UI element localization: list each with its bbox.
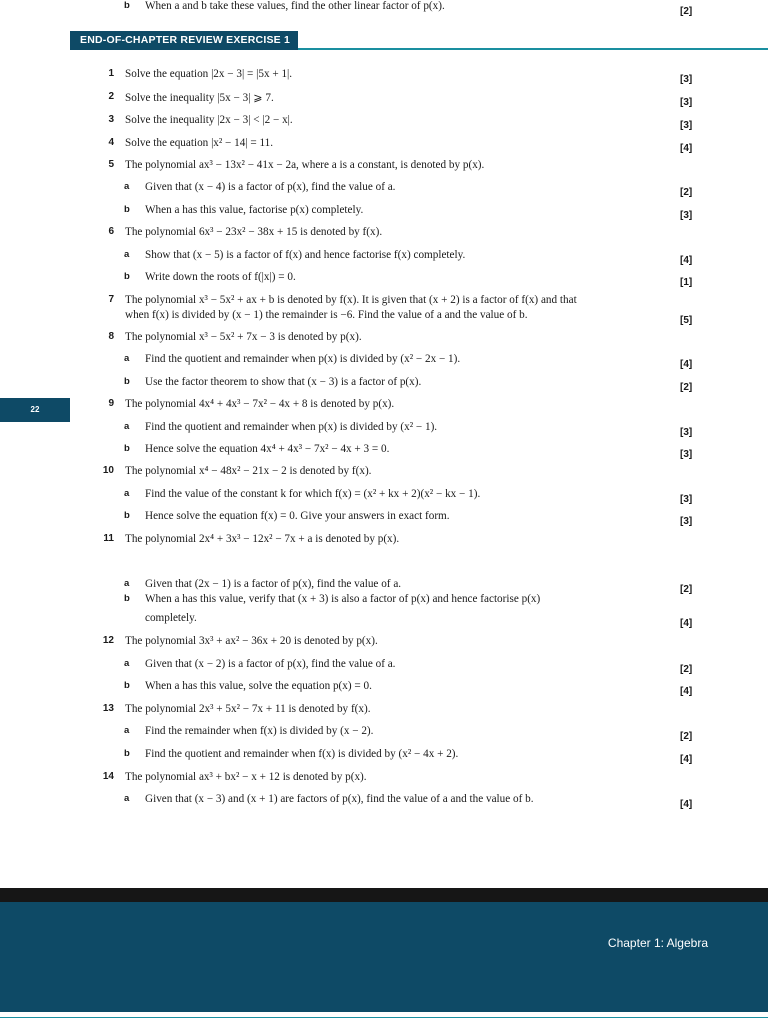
part-text: When a and b take these values, find the other linear factor of p(x). [145,0,445,12]
question-text: The polynomial 3x³ + ax² − 36x + 20 is denoted by p(x). [125,635,378,647]
footer-band [0,902,768,1012]
part-label: b [124,376,130,387]
question-text: Solve the inequality |2x − 3| < |2 − x|. [125,114,293,126]
marks: [2] [680,382,693,393]
marks: [4] [680,754,693,765]
question-number: 10 [102,465,114,476]
part-text: When a has this value, solve the equation p(x) = 0. [145,680,372,692]
marks: [4] [680,255,693,266]
marks: [3] [680,516,693,527]
question-number: 2 [108,91,114,102]
marks: [3] [680,449,693,460]
part-label: b [124,593,130,604]
part-label: b [124,680,130,691]
question-text: The polynomial 4x⁴ + 4x³ − 7x² − 4x + 8 is denoted by p(x). [125,398,395,410]
question-text: The polynomial 2x⁴ + 3x³ − 12x² − 7x + a is denoted by p(x). [125,533,400,545]
part-label: a [124,181,130,192]
question-number: 7 [108,294,114,305]
part-text: Given that (2x − 1) is a factor of p(x), find the value of a. [145,578,402,590]
marks: [3] [680,97,693,108]
part-text: Find the remainder when f(x) is divided by (x − 2). [145,725,374,737]
question-text: The polynomial x³ − 5x² + ax + b is denoted by f(x). It is given that (x + 2) is a factor of f(x) and that [125,294,577,306]
part-label: a [124,249,130,260]
question-number: 6 [108,226,114,237]
question-text: The polynomial ax³ − 13x² − 41x − 2a, where a is a constant, is denoted by p(x). [125,159,485,171]
part-text: When a has this value, verify that (x + 3) is also a factor of p(x) and hence factorise p(x) [145,593,541,605]
exercise-title: END-OF-CHAPTER REVIEW EXERCISE 1 [70,31,298,50]
marks: [3] [680,210,693,221]
part-text-continued: completely. [145,612,197,624]
question-number: 14 [102,771,114,782]
part-text: Find the quotient and remainder when f(x) is divided by (x² − 4x + 2). [145,748,459,760]
part-label: a [124,658,130,669]
marks: [4] [680,686,693,697]
part-text: Find the value of the constant k for which f(x) = (x² + kx + 2)(x² − kx − 1). [145,488,481,500]
marks: [5] [680,315,693,326]
part-label: b [124,204,130,215]
marks: [2] [680,584,693,595]
part-text: Given that (x − 3) and (x + 1) are factors of p(x), find the value of a and the value of b. [145,793,534,805]
marks: [2] [680,731,693,742]
question-number: 13 [102,703,114,714]
footer-divider [0,888,768,902]
question-text: Solve the equation |x² − 14| = 11. [125,137,274,149]
question-number: 3 [108,114,114,125]
part-label: b [124,748,130,759]
marks: [4] [680,799,693,810]
part-label: a [124,725,130,736]
part-label: a [124,353,130,364]
part-label: a [124,578,130,589]
question-text: The polynomial 2x³ + 5x² − 7x + 11 is denoted by f(x). [125,703,371,715]
marks: [2] [680,6,693,17]
part-text: Find the quotient and remainder when p(x) is divided by (x² − 2x − 1). [145,353,461,365]
question-text: Solve the equation |2x − 3| = |5x + 1|. [125,68,293,80]
question-text-continued: when f(x) is divided by (x − 1) the remainder is −6. Find the value of a and the value of b. [125,309,528,321]
question-text: The polynomial x⁴ − 48x² − 21x − 2 is denoted by f(x). [125,465,372,477]
question-text: The polynomial x³ − 5x² + 7x − 3 is denoted by p(x). [125,331,362,343]
marks: [2] [680,664,693,675]
marks: [2] [680,187,693,198]
part-text: Given that (x − 4) is a factor of p(x), find the value of a. [145,181,396,193]
part-label: b [124,510,130,521]
question-number: 5 [108,159,114,170]
question-number: 4 [108,137,114,148]
marks: [4] [680,618,693,629]
part-label: a [124,421,130,432]
question-number: 8 [108,331,114,342]
marks: [4] [680,359,693,370]
marks: [3] [680,427,693,438]
bottom-rule [0,1017,768,1018]
part-text: Show that (x − 5) is a factor of f(x) and hence factorise f(x) completely. [145,249,466,261]
marks: [3] [680,494,693,505]
question-text: The polynomial 6x³ − 23x² − 38x + 15 is denoted by f(x). [125,226,383,238]
part-text: Hence solve the equation f(x) = 0. Give your answers in exact form. [145,510,450,522]
question-text: Solve the inequality |5x − 3| ⩾ 7. [125,92,274,104]
part-label: b [124,443,130,454]
marks: [1] [680,277,693,288]
part-text: Find the quotient and remainder when p(x) is divided by (x² − 1). [145,421,438,433]
part-text: Write down the roots of f(|x|) = 0. [145,271,296,283]
part-text: When a has this value, factorise p(x) completely. [145,204,364,216]
part-label: a [124,488,130,499]
question-number: 12 [102,635,114,646]
page-number: 22 [0,398,70,422]
chapter-label: Chapter 1: Algebra [607,936,708,950]
question-text: The polynomial ax³ + bx² − x + 12 is denoted by p(x). [125,771,367,783]
part-text: Use the factor theorem to show that (x − 3) is a factor of p(x). [145,376,422,388]
question-number: 11 [103,533,114,544]
part-text: Given that (x − 2) is a factor of p(x), find the value of a. [145,658,396,670]
part-text: Hence solve the equation 4x⁴ + 4x³ − 7x² − 4x + 3 = 0. [145,443,390,455]
part-label: a [124,793,130,804]
marks: [3] [680,74,693,85]
marks: [3] [680,120,693,131]
question-number: 9 [108,398,114,409]
part-label: b [124,0,130,11]
part-label: b [124,271,130,282]
question-number: 1 [108,68,114,79]
marks: [4] [680,143,693,154]
